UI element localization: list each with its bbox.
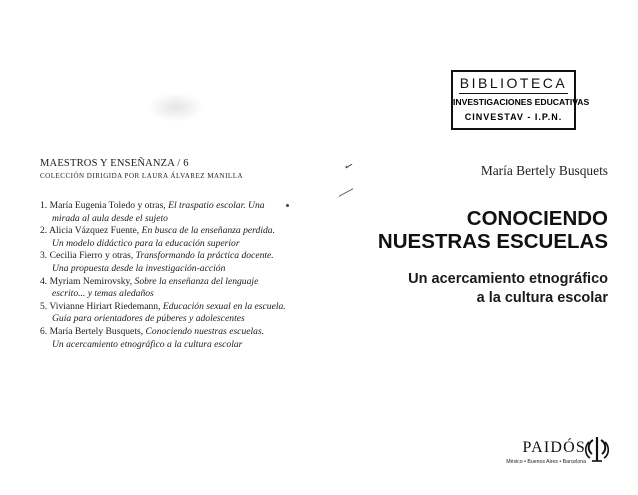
- series-director: COLECCIÓN DIRIGIDA POR LAURA ÁLVAREZ MANILLA: [40, 172, 244, 180]
- scan-smudge: [148, 92, 204, 122]
- list-item: 2. Alicia Vázquez Fuente, En busca de la enseñanza perdida. Un modelo didáctico para la educación superior: [40, 225, 275, 249]
- stamp-institution: CINVESTAV - I.P.N.: [464, 112, 563, 122]
- pencil-mark: ✓: [342, 159, 355, 175]
- publisher-cities: México • Buenos Aires • Barcelona: [506, 459, 586, 465]
- series-book-list: [40, 200, 315, 351]
- stamp-divider: [459, 93, 568, 94]
- series-title: MAESTROS Y ENSEÑANZA / 6: [40, 158, 189, 169]
- list-item: 1. María Eugenia Toledo y otras, El traspatio escolar. Una mirada al aula desde el sujeto: [40, 200, 265, 224]
- publisher-name: PAIDÓS: [522, 439, 586, 456]
- list-item: 3. Cecilia Fierro y otras, Transformando la práctica docente. Una propuesta desde la investigación-acción: [40, 250, 274, 274]
- publisher-logo-icon: [584, 434, 610, 464]
- stamp-department: INVESTIGACIONES EDUCATIVAS: [453, 97, 590, 107]
- book-subtitle-line: Un acercamiento etnográfico: [408, 271, 608, 287]
- book-title: [378, 207, 608, 253]
- stamp-title: BIBLIOTECA: [459, 75, 568, 91]
- list-item: 6. María Bertely Busquets, Conociendo nuestras escuelas. Un acercamiento etnográfico a la cultura escolar: [40, 325, 265, 350]
- book-title-line: NUESTRAS ESCUELAS: [377, 230, 608, 253]
- book-title-line: CONOCIENDO: [466, 207, 608, 230]
- scan-speck: [286, 204, 289, 207]
- book-subtitle: [408, 270, 608, 308]
- list-item: 4. Myriam Nemirovsky, Sobre la enseñanza del lenguaje escrito... y temas aledaños: [40, 275, 259, 300]
- list-item: 5. Vivianne Hiriart Riedemann, Educación sexual en la escuela. Guía para orientadores de púberes y adolescentes: [40, 300, 286, 325]
- book-subtitle-line: a la cultura escolar: [476, 290, 608, 306]
- book-author: María Bertely Busquets: [480, 163, 608, 178]
- library-stamp: [451, 70, 590, 130]
